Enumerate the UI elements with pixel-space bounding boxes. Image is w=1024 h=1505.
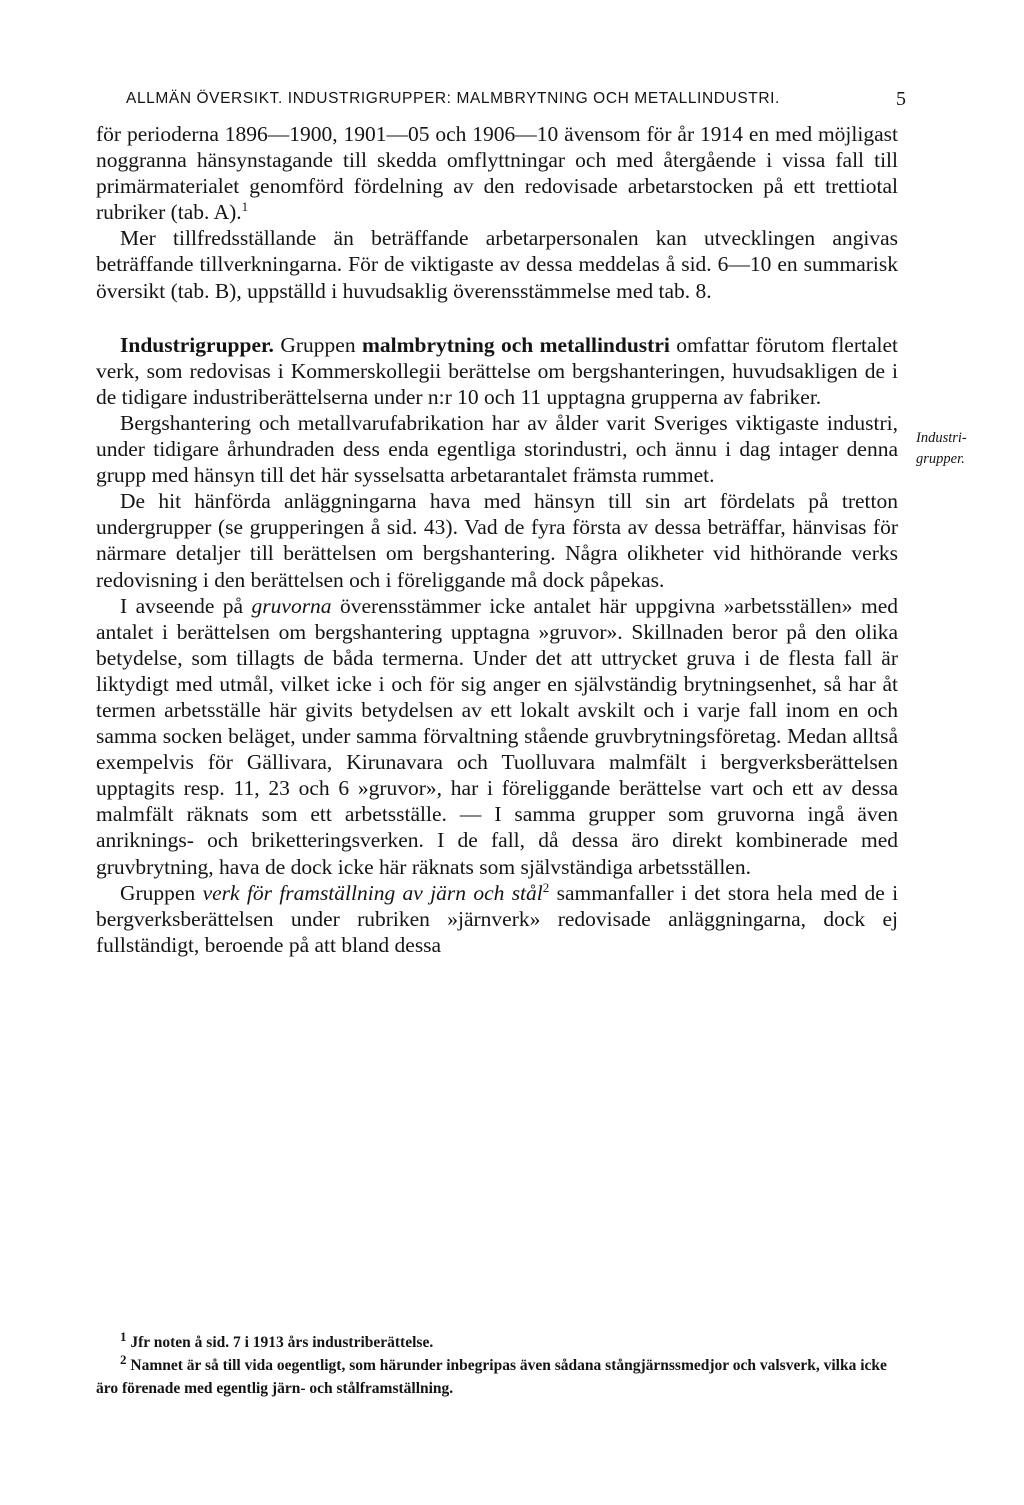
footnote-1-text: Jfr noten å sid. 7 i 1913 års industriberättelse. [130,1334,434,1351]
paragraph-7-text-b: sammanfaller i det stora hela med de i bergverksberättelsen under rubriken »järnverk» redovisade anläggningarna, dock ej fullständigt, beroende på att bland dessa [96,880,899,957]
footnote-1-mark: 1 [120,1328,127,1344]
paragraph-5: De hit hänförda anläggningarna hava med hänsyn till sin art fördelats på tretton undergrupper (se grupperingen å sid. 43). Vad de fyra första av dessa beträffar, hänvisas för närmare detaljer till berättelsen om bergshantering. Några olikheter vid hithörande verks redovisning i den berättelsen och i föreliggande må dock påpekas. [96,489,898,592]
paragraph-7-text-a: Gruppen [120,880,196,905]
paragraph-2: Mer tillfredsställande än beträffande arbetarpersonalen kan utvecklingen angivas beträffande tillverkningarna. För de viktigaste av dessa meddelas å sid. 6—10 en summarisk översikt (tab. B), uppställd i huvudsaklig överensstämmelse med tab. 8. [96,226,898,303]
running-header [126,90,906,108]
paragraph-4: Bergshantering och metallvarufabrikation har av ålder varit Sveriges viktigaste industri, under tidigare århundraden dess enda egentliga storindustri, och ännu i dag intager denna grupp med hänsyn till det här sysselsatta arbetarantalet främsta rummet. [96,410,898,488]
body-text [96,121,898,958]
paragraph-3-text-b: omfattar förutom flertalet verk, som redovisas i Kommerskollegii berättelse om bergshanteringen, huvudsakligen de i de tidigare industriberättelserna under n:r 10 och 11 upptagna grupperna av fabriker. [96,332,898,409]
section-heading: Industrigrupper. [120,332,274,357]
footnote-1 [96,1328,898,1354]
paragraph-3 [96,332,898,410]
paragraph-6-text-b: överensstämmer icke antalet här uppgivna »arbetsställen» med antalet i berättelsen om bergshantering upptagna »gruvor». Skillnaden beror på den olika betydelse, som tillagts de båda termerna. Under det att uttrycket gruva i de flesta fall är liktydigt med utmål, vilket icke i och för sig anger en självständig brytningsenhet, så har åt termen arbetsställe här givits betydelsen av ett lokalt avskilt och i varje fall inom en och samma socken beläget, under samma förvaltning stående gruvbrytningsföretag. Medan alltså exempelvis för Gällivara, Kirunavara och Tuolluvara malmfält i bergverksberättelsen upptagits resp. 11, 23 och 6 »gruvor», har i föreliggande berättelse vart och ett av dessa malmfält räknats som ett arbetsställe. — I samma grupper som gruvorna ingå även anriknings- och briketteringsverken. I de fall, då dessa äro direkt kombinerade med gruvbrytning, hava de dock icke här räknats som självständiga arbetsställen. [96,593,899,879]
paragraph-6-italic: gruvorna [251,593,332,618]
footnote-ref-1: 1 [241,199,249,215]
margin-note-line-2: grupper. [916,451,965,467]
paragraph-7-italic: verk för framställning av järn och stål [202,880,543,905]
footnote-ref-2: 2 [542,879,550,895]
margin-note-line-1: Industri- [916,430,967,446]
paragraph-3-bold: malmbrytning och metallindustri [361,332,670,357]
paragraph-1-text: för perioderna 1896—1900, 1901—05 och 1906—10 ävensom för år 1914 en med möjligast noggranna hänsynstagande till skedda omflyttningar och med återgående i vissa fall till primärmaterialet genomförd fördelning av den redovisade arbetarstocken på ett trettiotal rubriker (tab. A). [96,122,898,225]
margin-note [916,428,1016,470]
paragraph-7 [96,880,898,958]
footnotes [96,1328,898,1400]
paragraph-6 [96,593,898,880]
paragraph-3-text-a: Gruppen [280,332,356,357]
footnote-2-text: Namnet är så till vida oegentligt, som härunder inbegripas även sådana stångjärnssmedjor och valsverk, vilka icke äro förenade med egentlig järn- och stålframställning. [96,1357,887,1397]
page-number: 5 [896,88,906,110]
running-title: ALLMÄN ÖVERSIKT. INDUSTRIGRUPPER: MALMBRYTNING OCH METALLINDUSTRI. [126,90,780,107]
footnote-2 [96,1351,898,1400]
footnote-2-mark: 2 [120,1351,127,1367]
paragraph-6-text-a: I avseende på [120,593,244,618]
paragraph-1 [96,121,898,225]
